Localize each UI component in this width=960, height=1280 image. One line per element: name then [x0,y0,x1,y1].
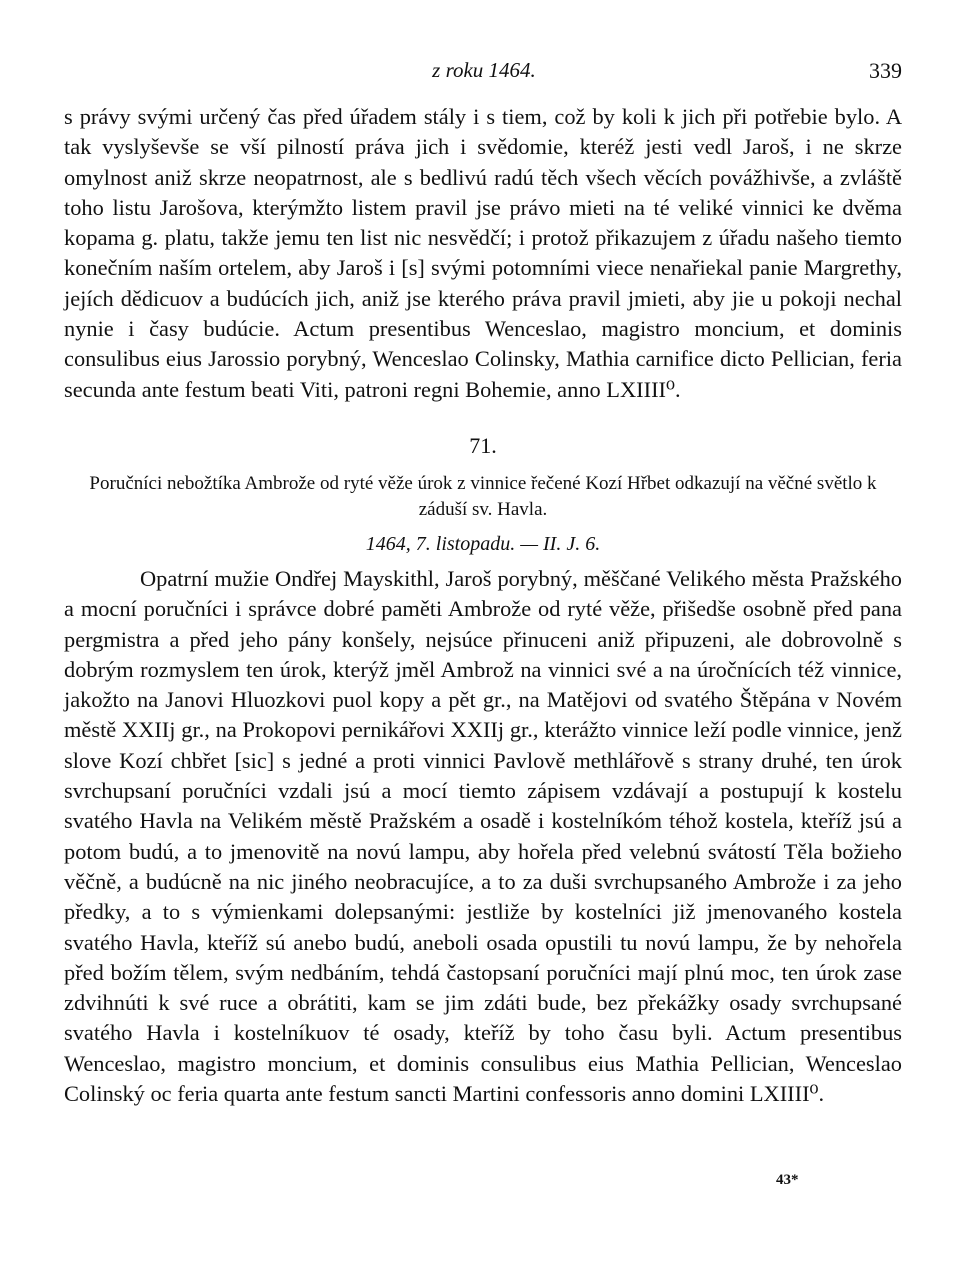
page-header [64,58,904,86]
document-number: 71. [469,432,497,458]
continuation-paragraph: s právy svými určený čas před úřadem stály i s tiem, což by koli k jich při potřebie bylo. A tak vyslyševše se vší pilností práva jich i svědomie, kteréž jesti vedl Jaroš, i ne skrze omylnost aniž skrze neopatrnost, ale s bedlivú radú těch všech věcích povážhivše, a zvláště toho listu Jarošova, kterýmžto listem pravil jse právo mieti na té veliké vinnici ke dvěma kopama g. platu, takže jemu ten list nic nesvědčí; i protož přikazujem z úřadu našeho tiemto konečním naším ortelem, aby Jaroš i [s] svými potomními viece nenařiekal panie Margrethy, jejích dědicuov a budúcích jich, aniž jse kterého práva pravil jmieti, aby jie u pokoji nechal nynie i časy budúcie. Actum presentibus Wenceslao, magistro moncium, et dominis consulibus eius Jarossio porybný, Wenceslao Colinsky, Mathia carnifice dicto Pellician, feria secunda ante festum beati Viti, patroni regni Bohemie, anno LXIIII⁰. [64,104,902,402]
date-line: 1464, 7. listopadu. — II. J. 6. [365,532,601,555]
regest-summary: Poručníci nebožtíka Ambrože od ryté věže úrok z vinnice řečené Kozí Hřbet odkazují na věčné světlo k záduší sv. Havla. [89,472,877,520]
running-title: z roku 1464. [432,58,536,82]
main-paragraph: Opatrní mužie Ondřej Mayskithl, Jaroš porybný, měščané Velikého města Pražského a mocní poručníci i správce dobré paměti Ambrože od ryté věže, přišedše osobně před pana pergmistra a před jeho pány konšely, nejsúce přinuceni aniž připuzeni, ale dobrovolně s dobrým rozmyslem ten úrok, kterýž jměl Ambrož na vinnici své a na úročnících též vinnice, jakožto na Janovi Hluozkovi puol kopy a pět gr., na Matějovi od svatého Štěpána v Novém městě XXIIj gr., na Prokopovi pernikářovi XXIIj gr., kterážto vinnice leží podle vinnice, jenž slove Kozí chbřet [sic] s jedné a proti vinnici Pavlově methlářově s strany druhé, ten úrok svrchupsaní poručníci vzdali jsú a mocí tiemto zápisem vzdávají a postupují k kostelu svatého Havla na Velikém městě Pražském a osadě i kostelníkóm téhož kostela, kteříž jsú a potom budú, a to jmenovitě na novú lampu, aby hořela před velebnú svátostí Těla božieho věčně, a budúcně na nic jiného neobracujíce, a to za duši svrchupsaného Ambrože i za jeho předky, a to s výmienkami dolepsanými: jestliže by kostelníci již jmenovaného kostela svatého Havla, kteříž sú anebo budú, aneboli osada opustili tu novú lampu, že by nehořela před božím tělem, svým nedbáním, tehdá častopsaní poručníci mají plnú moc, ten úrok zase zdvihnúti k své ruce a obrátiti, kam se jim zdáti bude, bez překážky osady svrchupsané svatého Havla i kostelníkuov té osady, kteříž by toho času byli. Actum presentibus Wenceslao, magistro moncium, et dominis consulibus eius Mathia Pellician, Wenceslao Colinský oc feria quarta ante festum sancti Martini confessoris anno domini LXIIII⁰. [64,565,902,1107]
signature-mark: 43* [776,1172,799,1188]
page-body [64,102,902,1109]
page-number: 339 [869,58,902,83]
